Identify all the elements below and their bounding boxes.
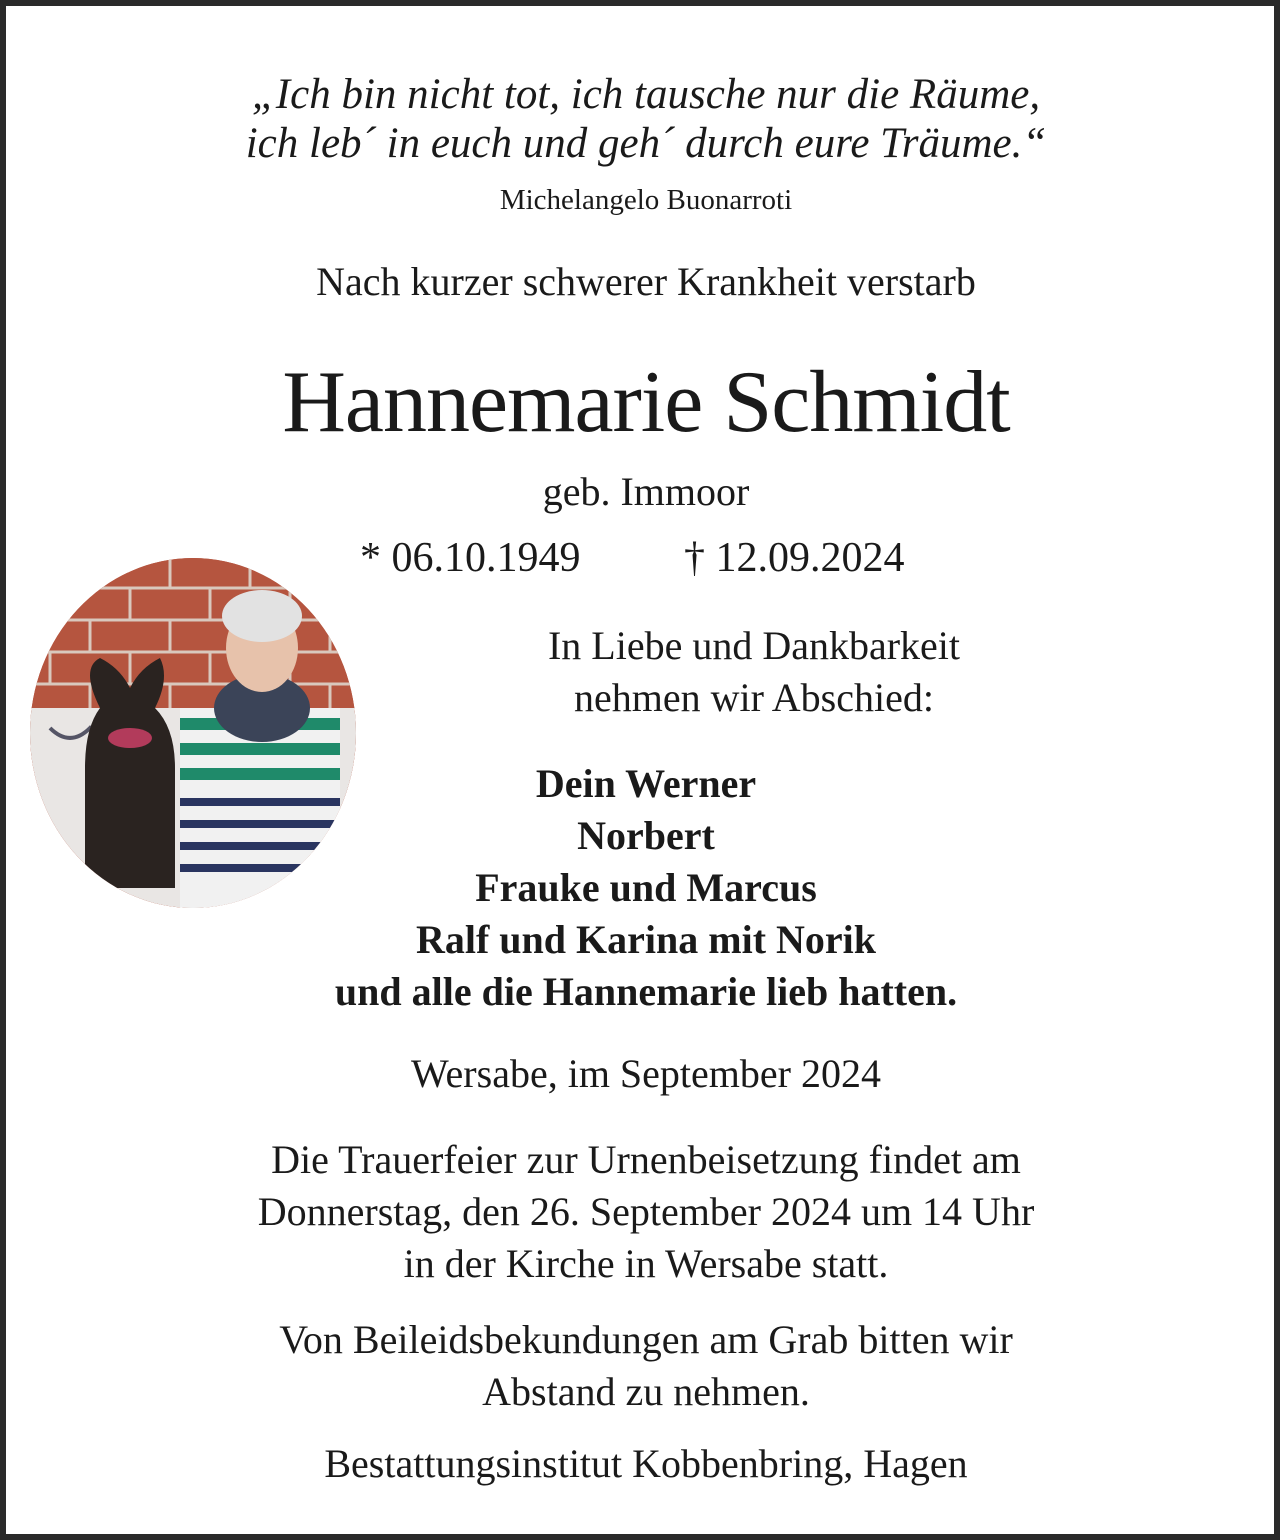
- ceremony-line-3: in der Kirche in Wersabe statt.: [403, 1241, 889, 1286]
- deceased-name: Hannemarie Schmidt: [282, 354, 1010, 451]
- funeral-home: Bestattungsinstitut Kobbenbring, Hagen: [324, 1441, 968, 1486]
- farewell-line-2: nehmen wir Abschied:: [574, 675, 934, 720]
- mourner-1: Dein Werner: [535, 761, 757, 806]
- intro-text: Nach kurzer schwerer Krankheit verstarb: [316, 259, 976, 304]
- death-date: † 12.09.2024: [684, 535, 905, 581]
- farewell-line-1: In Liebe und Dankbarkeit: [547, 623, 961, 668]
- mourner-3: Frauke und Marcus: [475, 865, 817, 910]
- quote-author: Michelangelo Buonarroti: [499, 184, 793, 216]
- maiden-name: geb. Immoor: [542, 469, 750, 514]
- mourner-5: und alle die Hannemarie lieb hatten.: [334, 969, 958, 1014]
- quote-line-2: ich leb´ in euch und geh´ durch eure Träume.“: [245, 120, 1047, 167]
- place-date: Wersabe, im September 2024: [411, 1051, 881, 1096]
- birth-date: * 06.10.1949: [360, 535, 581, 581]
- ceremony-line-1: Die Trauerfeier zur Urnenbeisetzung findet am: [271, 1137, 1021, 1182]
- mourner-2: Norbert: [577, 813, 715, 858]
- ceremony-line-2: Donnerstag, den 26. September 2024 um 14 Uhr: [257, 1189, 1035, 1234]
- condolence-line-2: Abstand zu nehmen.: [482, 1369, 810, 1414]
- quote-line-1: „Ich bin nicht tot, ich tausche nur die Räume,: [251, 71, 1041, 118]
- mourner-4: Ralf und Karina mit Norik: [415, 917, 877, 962]
- condolence-line-1: Von Beileidsbekundungen am Grab bitten wir: [279, 1317, 1013, 1362]
